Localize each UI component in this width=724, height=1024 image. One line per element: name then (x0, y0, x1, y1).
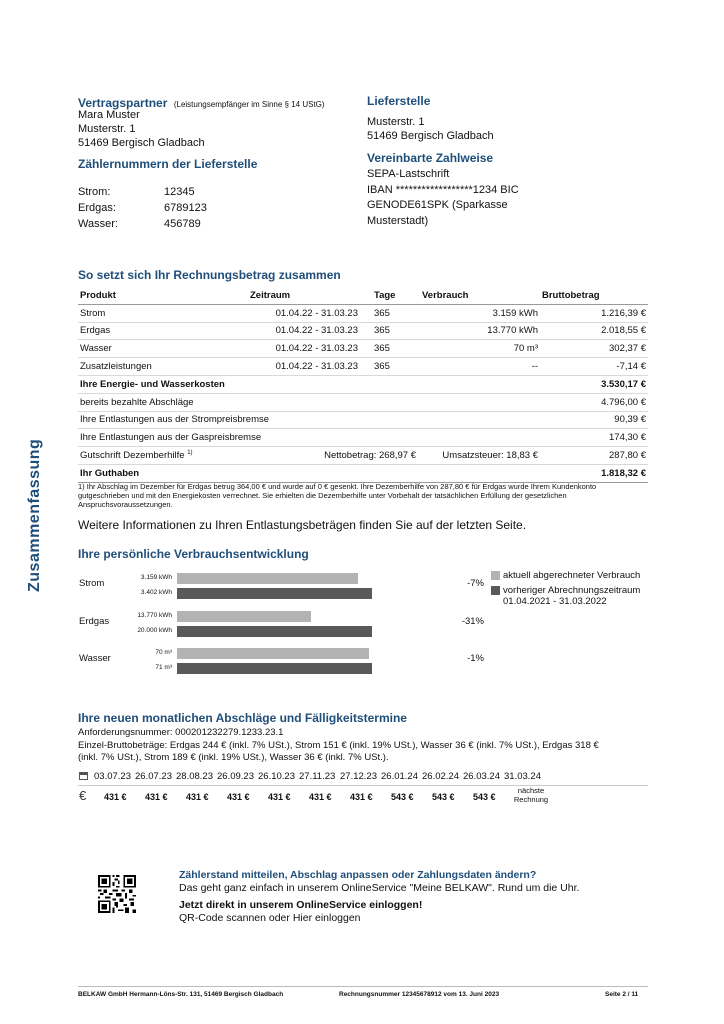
chart-value-label: 3.402 kWh (140, 589, 172, 596)
chart-change-label: -1% (467, 653, 484, 664)
legend-previous-line: vorheriger Abrechnungszeitraum (503, 585, 641, 596)
meter-value: 456789 (164, 218, 201, 230)
chart-category-label: Strom (79, 578, 105, 589)
chart-bar (177, 648, 369, 659)
due-date: 26.10.23 (258, 771, 295, 782)
zahlweise-heading: Vereinbarte Zahlweise (367, 151, 494, 165)
verbrauch-heading: Ihre persönliche Verbrauchsentwicklung (78, 547, 309, 561)
due-amount: 431 € (309, 792, 332, 802)
next-invoice-label (508, 786, 554, 804)
cell-verbrauch: 13.770 kWh (420, 322, 540, 340)
zahlweise-line: Musterstadt) (367, 214, 429, 227)
chart-bar (177, 663, 372, 674)
column-header: Tage (360, 287, 420, 304)
table-row (78, 447, 648, 465)
due-date: 28.08.23 (176, 771, 213, 782)
chart-value-label: 13.770 kWh (137, 612, 172, 619)
abschlaege-heading: Ihre neuen monatlichen Abschläge und Fälligkeitstermine (78, 711, 407, 725)
lieferstelle-address (367, 115, 494, 143)
chart-category-label: Wasser (79, 653, 111, 664)
chart-change-label: -31% (461, 616, 484, 627)
cell-tage: 365 (360, 304, 420, 322)
cell-zeitraum: 01.04.22 - 31.03.23 (248, 358, 360, 376)
next-invoice-line: nächste (517, 786, 545, 795)
online-login-link[interactable]: QR-Code scannen oder Hier einloggen (179, 911, 361, 924)
cell-zeitraum: 01.04.22 - 31.03.23 (248, 340, 360, 358)
column-header: Zeitraum (248, 287, 360, 304)
cell-verbrauch: 70 m³ (420, 340, 540, 358)
customer-name: Mara Muster (78, 109, 140, 121)
table-row (78, 340, 648, 358)
zahlweise-details (367, 167, 519, 229)
legend-previous (503, 585, 640, 607)
abschlaege-info (78, 727, 599, 765)
chart-bar (177, 588, 372, 599)
chart-change-label: -7% (467, 578, 484, 589)
next-invoice-line: Rechnung (513, 795, 549, 804)
legend-previous-period: 01.04.2021 - 31.03.2022 (503, 596, 607, 607)
dezember-label-text: Gutschrift Dezemberhilfe (80, 450, 185, 462)
due-amount: 543 € (473, 792, 496, 802)
chart-value-label: 3.159 kWh (140, 574, 172, 581)
cell-betrag: 302,37 € (540, 340, 648, 358)
footer-page: Seite 2 / 11 (605, 991, 639, 998)
due-date: 03.07.23 (94, 771, 131, 782)
calendar-icon (79, 772, 88, 780)
cell-produkt: Zusatzleistungen (78, 358, 248, 376)
online-cta: Jetzt direkt in unserem OnlineService einloggen! (179, 899, 423, 911)
due-date: 26.09.23 (217, 771, 254, 782)
einzel-betraege: (inkl. 7% USt.), Strom 189 € (inkl. 19% USt.), Wasser 36 € (inkl. 7% USt.). (78, 752, 389, 763)
gaspreis-label: Ihre Entlastungen aus der Gaspreisbremse (78, 429, 540, 447)
cell-verbrauch: 3.159 kWh (420, 304, 540, 322)
chart-value-label: 20.000 kWh (137, 627, 172, 634)
due-amount: 431 € (268, 792, 291, 802)
euro-icon: € (79, 788, 87, 803)
abschlaege-value: 4.796,00 € (540, 393, 648, 411)
einzel-betraege: Einzel-Bruttobeträge: Erdgas 244 € (inkl. 7% USt.), Strom 151 € (inkl. 19% USt.), Wasser 36 € (inkl. 7% USt.), Erdgas 318 € (78, 739, 599, 751)
cell-produkt: Wasser (78, 340, 248, 358)
lieferstelle-city: 51469 Bergisch Gladbach (367, 130, 494, 142)
cell-produkt: Erdgas (78, 322, 248, 340)
cell-zeitraum: 01.04.22 - 31.03.23 (248, 304, 360, 322)
zaehlernummern-list (78, 184, 207, 232)
legend-swatch-current (491, 571, 500, 580)
due-amount: 431 € (227, 792, 250, 802)
chart-bar (177, 611, 311, 622)
due-amount: 543 € (391, 792, 414, 802)
meter-label: Strom: (78, 186, 111, 198)
table-row (78, 375, 648, 393)
dezember-value: 287,80 € (540, 447, 648, 465)
cell-tage: 365 (360, 340, 420, 358)
strompreis-value: 90,39 € (540, 411, 648, 429)
table-row (78, 464, 648, 482)
footer-rechnungsnummer: Rechnungsnummer 12345678912 vom 13. Juni 2023 (339, 991, 500, 998)
footer-company: BELKAW GmbH Hermann-Löns-Str. 131, 51469 Bergisch Gladbach (78, 991, 284, 998)
table-row (78, 393, 648, 411)
gaspreis-value: 174,30 € (540, 429, 648, 447)
lieferstelle-heading: Lieferstelle (367, 94, 431, 108)
online-question: Zählerstand mitteilen, Abschlag anpassen oder Zahlungsdaten ändern? (179, 869, 537, 881)
dezember-ust: Umsatzsteuer: 18,83 € (420, 447, 540, 465)
due-amount: 431 € (145, 792, 168, 802)
chart-value-label: 71 m³ (155, 664, 172, 671)
zahlweise-line: IBAN ******************1234 BIC (367, 183, 519, 196)
vertragspartner-address (78, 108, 205, 150)
customer-street: Musterstr. 1 (78, 123, 136, 135)
vertragspartner-heading: Vertragspartner (78, 96, 168, 110)
sidebar-title: Zusammenfassung (26, 438, 43, 592)
dezember-label (78, 447, 248, 465)
legend-swatch-previous (491, 586, 500, 595)
table-row (78, 429, 648, 447)
billing-table (78, 287, 648, 483)
column-header: Produkt (78, 287, 248, 304)
column-header: Verbrauch (420, 287, 540, 304)
cell-betrag: 1.216,39 € (540, 304, 648, 322)
due-date: 27.12.23 (340, 771, 377, 782)
lieferstelle-street: Musterstr. 1 (367, 116, 425, 128)
anforderungsnummer: Anforderungsnummer: 000201232279.1233.23.1 (78, 727, 284, 738)
guthaben-value: 1.818,32 € (540, 464, 648, 482)
due-date: 27.11.23 (299, 771, 336, 782)
online-description: Das geht ganz einfach in unserem OnlineService "Meine BELKAW". Rund um die Uhr. (179, 881, 580, 894)
customer-city: 51469 Bergisch Gladbach (78, 137, 205, 149)
divider (78, 785, 648, 786)
meter-value: 12345 (164, 186, 195, 198)
zaehlernummern-heading: Zählernummern der Lieferstelle (78, 157, 258, 171)
table-row (78, 358, 648, 376)
zahlweise-line: GENODE61SPK (Sparkasse (367, 199, 508, 211)
meter-value: 6789123 (164, 202, 207, 214)
vertragspartner-note: (Leistungsempfänger im Sinne § 14 UStG) (173, 100, 325, 109)
footer-divider (78, 986, 648, 987)
cell-betrag: -7,14 € (540, 358, 648, 376)
due-date: 26.03.24 (463, 771, 500, 782)
info-text: Weitere Informationen zu Ihren Entlastungsbeträgen finden Sie auf der letzten Seite. (78, 518, 527, 532)
online-service-block (179, 869, 579, 924)
due-date: 31.03.24 (504, 771, 541, 782)
cell-zeitraum: 01.04.22 - 31.03.23 (248, 322, 360, 340)
dezember-footnote-ref: 1) (187, 449, 193, 456)
rechnung-heading: So setzt sich Ihr Rechnungsbetrag zusammen (78, 268, 341, 282)
cell-verbrauch: -- (420, 358, 540, 376)
meter-label: Erdgas: (78, 202, 116, 214)
cell-betrag: 2.018,55 € (540, 322, 648, 340)
due-amount: 431 € (104, 792, 127, 802)
guthaben-label: Ihr Guthaben (78, 464, 540, 482)
column-header: Bruttobetrag (540, 287, 648, 304)
table-row (78, 322, 648, 340)
due-amount: 431 € (350, 792, 373, 802)
cell-tage: 365 (360, 322, 420, 340)
chart-value-label: 70 m³ (155, 649, 172, 656)
chart-bar (177, 626, 372, 637)
footnote: 1) Ihr Abschlag im Dezember für Erdgas betrug 364,00 € und wurde auf 0 € gesenkt. Ihre Dezemberhilfe von 287,80 € für Erdgas wurde Ihrem Kundenkonto gutgeschrieben und mit den Energiekosten verrechnet. Sie erhielten die Dezemberhilfe unter Vorbehalt der tatsächlichen Erfüllung der gesetzlichen Anspruchsvoraussetzungen. (78, 482, 597, 509)
dezember-netto: Nettobetrag: 268,97 € (248, 447, 420, 465)
qr-code[interactable] (98, 875, 136, 913)
table-row (78, 304, 648, 322)
abschlaege-label: bereits bezahlte Abschläge (78, 393, 540, 411)
kosten-value: 3.530,17 € (540, 375, 648, 393)
due-amount: 543 € (432, 792, 455, 802)
chart-category-label: Erdgas (79, 616, 110, 627)
chart-bar (177, 573, 358, 584)
table-row (78, 411, 648, 429)
table-header-row (78, 287, 648, 304)
due-date: 26.07.23 (135, 771, 172, 782)
kosten-label: Ihre Energie- und Wasserkosten (78, 375, 540, 393)
zahlweise-line: SEPA-Lastschrift (367, 168, 450, 180)
due-date: 26.02.24 (422, 771, 459, 782)
due-date: 26.01.24 (381, 771, 418, 782)
cell-tage: 365 (360, 358, 420, 376)
due-amount: 431 € (186, 792, 209, 802)
legend-current: aktuell abgerechneter Verbrauch (503, 570, 641, 581)
cell-produkt: Strom (78, 304, 248, 322)
meter-label: Wasser: (78, 218, 118, 230)
strompreis-label: Ihre Entlastungen aus der Strompreisbremse (78, 411, 540, 429)
